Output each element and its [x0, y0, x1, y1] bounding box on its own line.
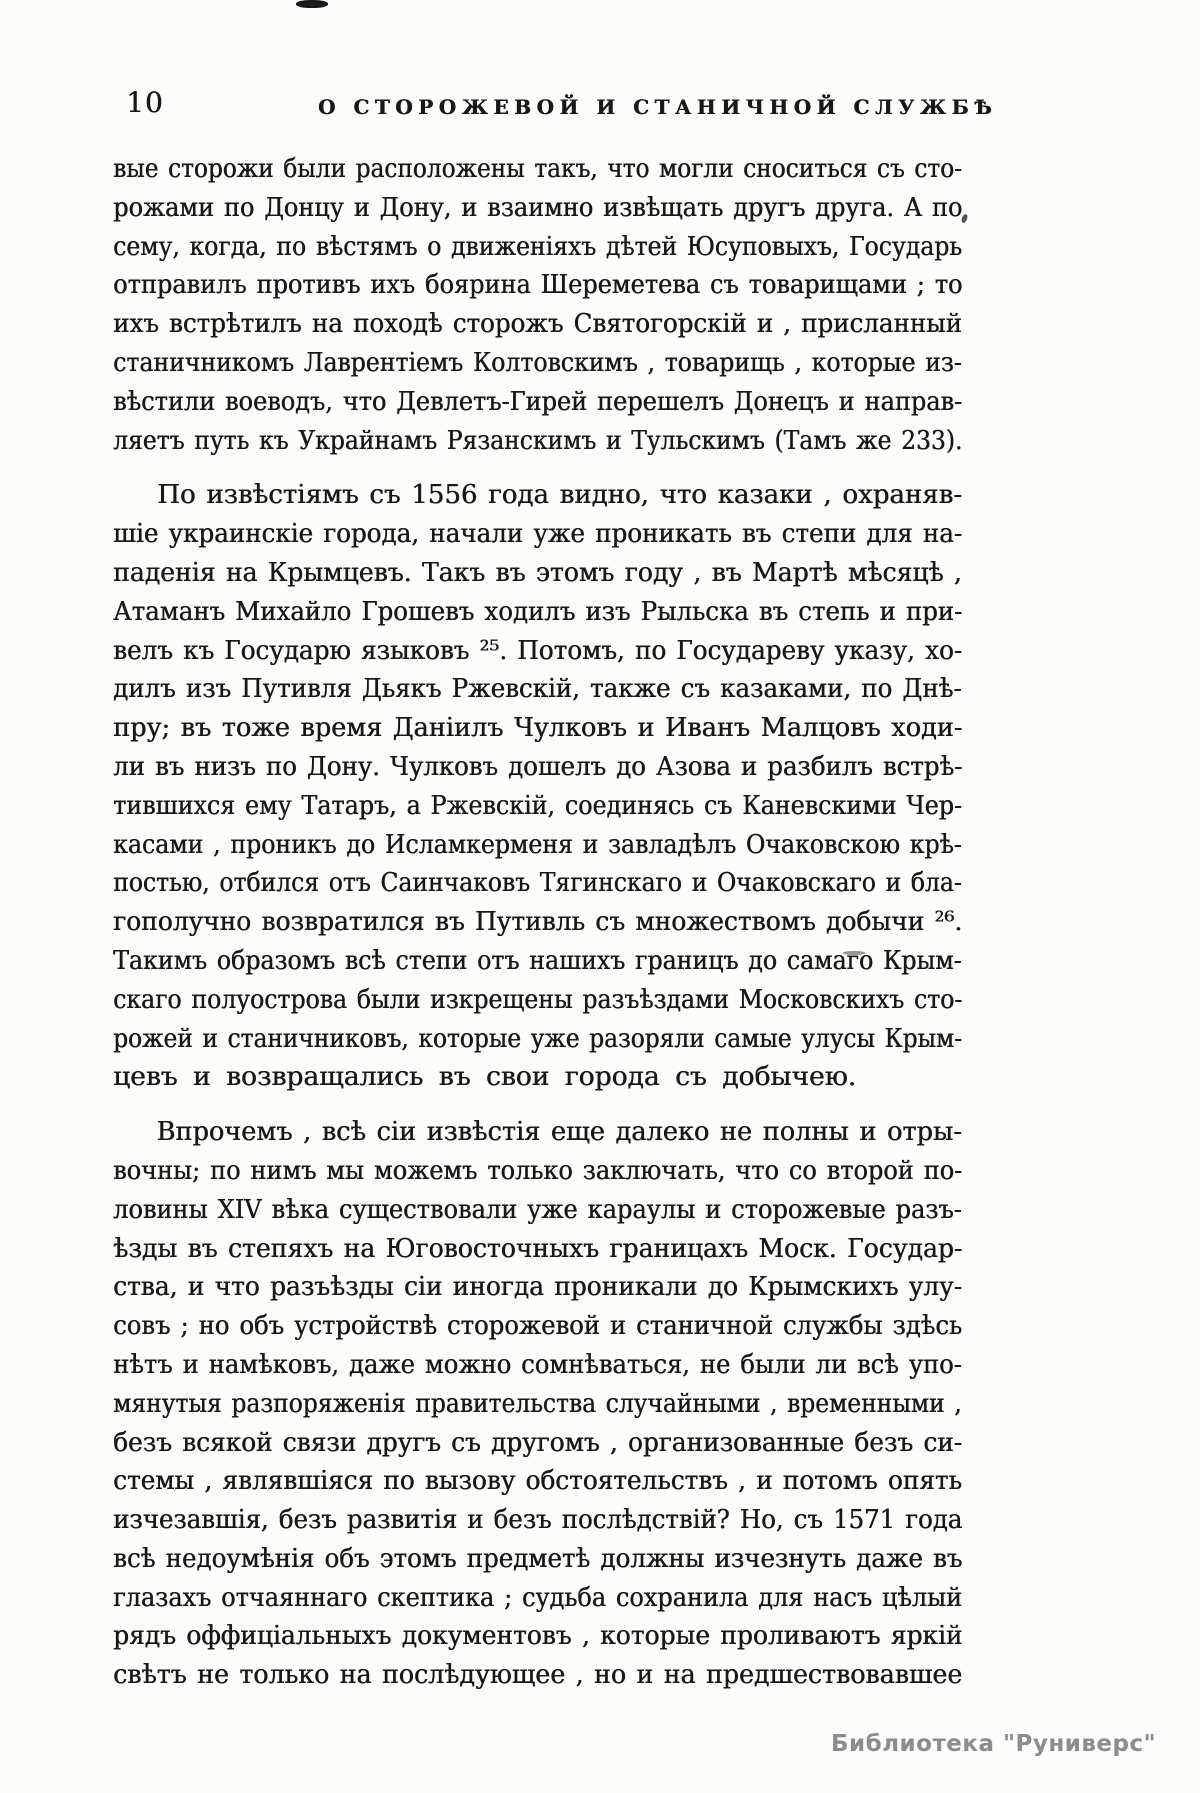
paragraph: [113, 476, 962, 1097]
library-watermark: Библиотека "Руниверс": [831, 1731, 1157, 1757]
text-line: свѣтъ не только на послѣдующее , но и на предшествовавшее: [113, 1659, 963, 1691]
page-body: [113, 150, 962, 1711]
text-line: Впрочемъ , всѣ сіи извѣстія еще далеко не полны и отры-: [156, 1116, 962, 1148]
text-line: изчезавшія, безъ развитія и безъ послѣдствій? Но, съ 1571 года: [113, 1504, 963, 1536]
text-line: велъ къ Государю языковъ ²⁵. Потомъ, по Государеву указу, хо-: [113, 634, 963, 666]
text-line: По извѣстіямъ съ 1556 года видно, что казаки , охраняв-: [157, 479, 962, 511]
text-line: безъ всякой связи другъ съ другомъ , организованные безъ си-: [113, 1426, 962, 1458]
text-line: гополучно возвратился въ Путивль съ множествомъ добычи ²⁶.: [113, 906, 963, 938]
text-line: цевъ и возвращались въ свои города съ добычею.: [113, 1061, 857, 1093]
text-line: глазахъ отчаяннаго скептика ; судьба сохранила для насъ цѣлый: [113, 1581, 962, 1613]
text-line: ихъ встрѣтилъ на походѣ сторожъ Святогорскій и , присланный: [113, 308, 962, 340]
text-line: паденія на Крымцевъ. Такъ въ этомъ году , въ Мартѣ мѣсяцѣ ,: [113, 556, 962, 588]
scan-artifact: [296, 0, 328, 8]
text-line: рожей и станичниковъ, которые уже разоряли самые улусы Крым-: [113, 1022, 962, 1054]
text-line: Атаманъ Михайло Грошевъ ходилъ изъ Рыльска въ степь и при-: [113, 595, 963, 627]
text-line: пру; въ тоже время Даніилъ Чулковъ и Иванъ Малцовъ ходи-: [113, 712, 963, 744]
text-line: стемы , являвшіяся по вызову обстоятельствъ , и потомъ опять: [113, 1465, 962, 1497]
paragraph: [113, 150, 962, 460]
text-line: вочны; по нимъ мы можемъ только заключать, что со второй по-: [113, 1154, 963, 1186]
text-line: ляетъ путь къ Украйнамъ Рязанскимъ и Тульскимъ (Тамъ же 233).: [113, 424, 963, 456]
text-line: ли въ низъ по Дону. Чулковъ дошелъ до Азова и разбилъ встрѣ-: [113, 750, 963, 782]
text-line: вые сторожи были расположены такъ, что могли сноситься съ сто-: [113, 153, 962, 184]
text-line: совъ ; но объ устройствѣ сторожевой и станичной службы здѣсь: [113, 1310, 963, 1342]
text-line: нѣтъ и намѣковъ, даже можно сомнѣваться, не были ли всѣ упо-: [113, 1348, 962, 1380]
text-line: отправилъ противъ ихъ боярина Шереметева съ товарищами ; то: [113, 269, 963, 301]
text-line: вѣстили воеводъ, что Девлетъ-Гирей перешелъ Донецъ и направ-: [113, 385, 963, 417]
text-line: скаго полуострова были изкрещены разъѣздами Московскихъ сто-: [113, 983, 963, 1015]
paragraph: [113, 1113, 962, 1695]
text-line: всѣ недоумѣнія объ этомъ предметѣ должны изчезнуть даже въ: [113, 1542, 963, 1574]
text-line: мянутыя разпоряженія правительства случайными , временными ,: [113, 1387, 962, 1419]
text-line: рядъ оффиціальныхъ документовъ , которые проливаютъ яркій: [113, 1620, 963, 1652]
text-line: станичникомъ Лаврентіемъ Колтовскимъ , товарищь , которые из-: [113, 346, 962, 378]
page-number: 10: [126, 86, 164, 119]
running-title: О СТОРОЖЕВОЙ И СТАНИЧНОЙ СЛУЖБѢ: [318, 95, 998, 119]
text-line: ѣзды въ степяхъ на Юговосточныхъ границахъ Моск. Государ-: [113, 1232, 963, 1264]
text-line: постью, отбился отъ Саинчаковъ Тягинскаго и Очаковскаго и бла-: [113, 867, 962, 899]
text-line: касами , проникъ до Исламкерменя и завладѣлъ Очаковскою крѣ-: [113, 828, 962, 860]
text-line: тившихся ему Татаръ, а Ржевскій, соединясь съ Каневскими Чер-: [113, 789, 962, 821]
text-line: сему, когда, по вѣстямъ о движеніяхъ дѣтей Юсуповыхъ, Государь: [113, 230, 962, 262]
text-line: дилъ изъ Путивля Дьякъ Ржевскій, также съ казаками, по Днѣ-: [113, 673, 962, 705]
text-line: Такимъ образомъ всѣ степи отъ нашихъ границъ до самаго Крым-: [113, 944, 962, 976]
text-line: ства, и что разъѣзды сіи иногда проникали до Крымскихъ улу-: [113, 1271, 962, 1303]
text-line: рожами по Донцу и Дону, и взаимно извѣщать другъ друга. А по: [113, 191, 963, 223]
text-line: ловины XIV вѣка существовали уже караулы и сторожевые разъ-: [113, 1193, 962, 1225]
text-line: шіе украинскіе города, начали уже проникать въ степи для на-: [113, 518, 963, 550]
